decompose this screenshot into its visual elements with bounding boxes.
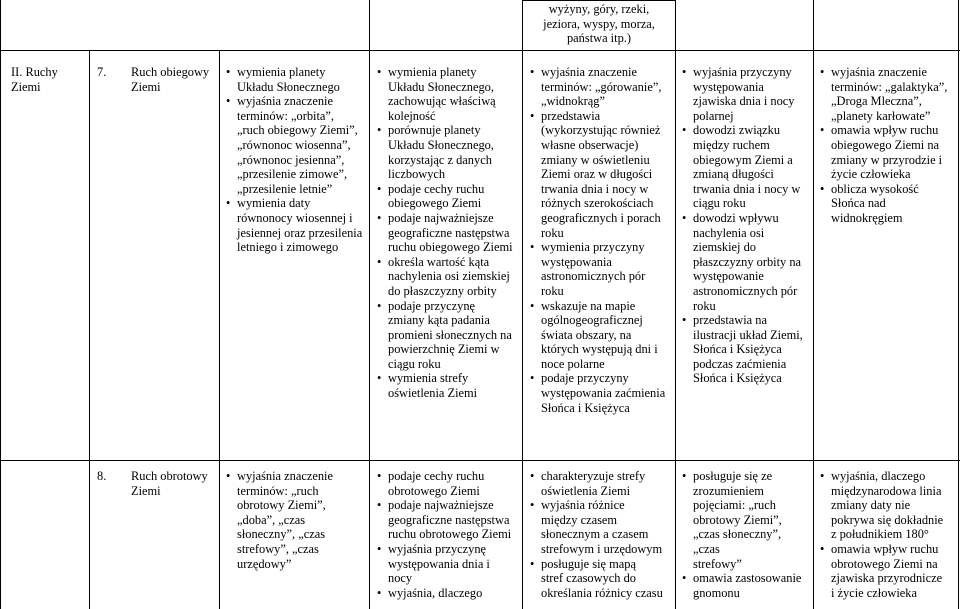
text-line: zjawiska dnia i nocy (693, 94, 795, 109)
requirements-col-2 (376, 65, 521, 401)
text-line: • porównuje planety (388, 123, 481, 138)
requirement-item (376, 123, 521, 181)
requirements-col-4 (681, 65, 812, 386)
text-line: • wyjaśnia znaczenie (831, 65, 927, 79)
text-line: z południkiem 180° (831, 527, 929, 542)
requirements-col-5 (819, 65, 957, 226)
grid-line (813, 0, 814, 609)
text-line: Słońca nad (831, 196, 886, 211)
text-line: • przedstawia na (693, 313, 767, 328)
text-line: i życie człowieka (831, 585, 917, 600)
text-line: • wyjaśnia znaczenie (237, 94, 333, 109)
text-line: obiegowego Ziemi na (831, 137, 940, 152)
text-line: słonecznym a czasem (541, 527, 649, 542)
requirements-col-2 (376, 469, 521, 600)
grid-line (522, 0, 523, 609)
text-line: własne obserwacje) (541, 137, 639, 152)
text-line: • podaje cechy ruchu (388, 181, 485, 196)
text-line: • wyjaśnia znaczenie (541, 65, 637, 79)
text-line: państwa itp.) (566, 31, 631, 46)
text-line: terminów: „orbita”, (237, 108, 335, 123)
text-line: widnokręgiem (831, 210, 903, 225)
requirement-item (529, 109, 674, 240)
text-line: nachylenia osi (693, 225, 765, 240)
text-line: • wyjaśnia przyczynę (388, 541, 487, 556)
text-line: ruchu obiegowego Ziemi (388, 240, 513, 255)
text-line: „Droga Mleczna”, (831, 94, 922, 109)
text-line: ziemskiej do (693, 240, 756, 255)
text-line: • charakteryzuje strefy (541, 469, 646, 483)
text-line: • wyjaśnia, dlaczego (388, 585, 483, 600)
text-line: powierzchnię Ziemi w (388, 342, 500, 357)
text-line: określania różnicy czasu (541, 585, 663, 600)
text-line: geograficznych i porach (541, 210, 661, 225)
text-line: ilustracji układ Ziemi, (693, 327, 803, 342)
grid-line (0, 50, 960, 51)
text-line: „przesilenie letnie” (237, 181, 333, 196)
text-line: (wykorzystując również (541, 123, 661, 138)
text-line: Ruch obiegowy (131, 65, 210, 79)
text-line: zmiany kąta padania (388, 313, 490, 328)
grid-line (89, 50, 90, 609)
requirement-item (376, 211, 521, 255)
requirement-item (376, 299, 521, 372)
grid-line (522, 0, 675, 1)
text-line: zmiany w oświetleniu (541, 152, 650, 167)
text-line: Ziemi (131, 483, 161, 498)
text-line: • omawia wpływ ruchu (831, 123, 939, 138)
text-line: astronomicznych pór (541, 269, 646, 284)
requirement-item (225, 469, 367, 571)
text-line: strefowy” (693, 556, 742, 571)
text-line: astronomicznych pór (693, 283, 798, 298)
text-line: ogólnogeograficznej (541, 313, 643, 328)
text-line: nocy (388, 571, 413, 586)
text-line: występowania zaćmienia (541, 386, 666, 401)
text-line: polarnej (693, 108, 734, 123)
requirements-col-4 (681, 469, 812, 600)
text-line: występowania dnia i (388, 556, 490, 571)
grid-line (0, 460, 960, 461)
text-line: liczbowych (388, 167, 446, 182)
requirement-item (681, 313, 812, 386)
text-line: • wymienia daty (237, 196, 311, 211)
text-line: wyżyny, góry, rzeki, (548, 2, 650, 16)
text-line: zmianą długości (693, 167, 774, 182)
text-line: • podaje przyczynę (388, 298, 476, 313)
requirements-col-1 (225, 469, 367, 571)
text-line: strefowy”, „czas (237, 541, 319, 556)
text-line: ruchu obrotowego Ziemi (388, 527, 512, 542)
text-line: obrotowy Ziemi”, (693, 512, 782, 527)
text-line: zmiany daty nie (831, 498, 911, 513)
text-line: • omawia zastosowanie (693, 571, 802, 586)
text-line: terminów: „górowanie”, (541, 79, 662, 94)
text-line: pokrywa się dokładnie (831, 512, 944, 527)
text-line: • oblicza wysokość (831, 181, 919, 196)
requirement-item (376, 182, 521, 211)
text-line: • określa wartość kąta (388, 254, 490, 269)
text-line: • wyjaśnia znaczenie (237, 469, 333, 483)
requirement-item (376, 586, 521, 601)
requirement-item (681, 65, 812, 123)
text-line: letniego i zimowego (237, 240, 339, 255)
requirement-item (681, 571, 812, 600)
text-line: pojęciami: „ruch (693, 498, 776, 513)
text-line: obrotowego Ziemi (388, 483, 480, 498)
requirement-item (819, 542, 957, 600)
requirement-item (376, 542, 521, 586)
requirement-item (529, 469, 674, 498)
text-line: zmiany w przyrodzie i (831, 152, 943, 167)
text-line: obiegowego Ziemi (388, 196, 482, 211)
text-line: geograficzne następstwa (388, 225, 510, 240)
text-line: Układu Słonecznego (237, 79, 340, 94)
requirement-item (225, 65, 367, 94)
text-line: występowanie (693, 269, 764, 284)
text-line: „przesilenie zimowe”, (237, 167, 348, 182)
text-line: jesiennej oraz przesilenia (237, 225, 363, 240)
requirement-item (529, 371, 674, 415)
grid-line (369, 0, 370, 609)
requirement-item (529, 299, 674, 372)
requirement-item (376, 65, 521, 123)
text-line: występowania (541, 254, 612, 269)
requirement-item (529, 65, 674, 109)
text-line: • dowodzi związku (693, 123, 781, 138)
text-line: II. Ruchy (11, 65, 58, 79)
text-line: „równonoc wiosenna”, (237, 137, 351, 152)
text-line: trwania dnia i nocy w (541, 181, 649, 196)
text-line: korzystając z danych (388, 152, 492, 167)
text-line: „ruch obiegowy Ziemi”, (237, 123, 358, 138)
text-line: • wymienia planety (388, 65, 477, 79)
text-line: „widnokrąg” (541, 94, 605, 109)
text-line: płaszczyzny orbity na (693, 254, 802, 269)
text-line: oświetlenia Ziemi (388, 386, 478, 401)
text-line: obrotowy Ziemi”, (237, 498, 326, 513)
text-line: • wymienia przyczyny (541, 240, 645, 255)
requirement-item (819, 65, 957, 123)
text-line: Układu Słonecznego, (388, 79, 494, 94)
text-line: występowania (693, 79, 764, 94)
text-line: • podaje cechy ruchu (388, 469, 485, 483)
requirement-item (376, 371, 521, 400)
text-line: między czasem (541, 512, 618, 527)
requirement-item (225, 94, 367, 196)
requirements-col-1 (225, 65, 367, 255)
text-line: obrotowego Ziemi na (831, 556, 938, 571)
text-line: noce polarne (541, 356, 605, 371)
text-line: • posługuje się mapą (541, 556, 636, 571)
requirement-item (681, 469, 812, 571)
text-line: Słońca i Księżyca (541, 400, 630, 415)
requirement-item (529, 498, 674, 556)
text-line: między ruchem (693, 137, 770, 152)
text-line: Ruch obrotowy (131, 469, 208, 483)
text-line: • omawia wpływ ruchu (831, 541, 939, 556)
text-line: świata obszary, na (541, 327, 632, 342)
text-line: • wyjaśnia przyczyny (693, 65, 792, 79)
row-number: 8. (97, 469, 107, 483)
requirement-item (681, 211, 812, 313)
text-line: Układu Słonecznego, (388, 137, 494, 152)
grid-line (219, 50, 220, 609)
text-line: zjawiska przyrodnicze (831, 571, 943, 586)
text-line: ciągu roku (388, 356, 441, 371)
requirement-item (376, 469, 521, 498)
text-line: stref czasowych do (541, 571, 636, 586)
text-line: roku (541, 283, 564, 298)
text-line: Słońca i Księżyca (693, 371, 782, 386)
text-line: do płaszczyzny orbity (388, 283, 497, 298)
text-line: • wymienia planety (237, 65, 326, 79)
requirement-item (376, 498, 521, 542)
grid-line (0, 0, 1, 609)
text-line: • dowodzi wpływu (693, 210, 779, 225)
grid-line (958, 0, 959, 609)
text-line: • wyjaśnia różnice (541, 498, 625, 513)
text-line: roku (541, 225, 564, 240)
text-line: • podaje najważniejsze (388, 210, 494, 225)
requirement-item (376, 255, 521, 299)
text-line: „równonoc jesienna”, (237, 152, 345, 167)
requirements-col-3 (529, 469, 674, 600)
text-line: Ziemi (11, 79, 41, 94)
requirement-item (529, 557, 674, 601)
text-line: zrozumieniem (693, 483, 764, 498)
topic-cell (131, 469, 219, 498)
text-line: terminów: „galaktyka”, (831, 79, 948, 94)
text-line: międzynarodowa linia (831, 483, 942, 498)
requirement-item (819, 469, 957, 542)
text-line: gnomonu (693, 585, 740, 600)
text-line: • podaje najważniejsze (388, 498, 494, 513)
requirement-item (681, 123, 812, 211)
text-line: słoneczny”, „czas (237, 527, 326, 542)
requirement-item (819, 123, 957, 181)
text-line: różnych szerokościach (541, 196, 654, 211)
requirements-col-3 (529, 65, 674, 415)
text-line: roku (693, 298, 716, 313)
text-line: geograficzne następstwa (388, 512, 510, 527)
text-line: promieni słonecznych na (388, 327, 512, 342)
text-line: „doba”, „czas (237, 512, 306, 527)
text-line: „planety karłowate” (831, 108, 931, 123)
requirement-item (529, 240, 674, 298)
text-line: jeziora, wyspy, morza, (543, 16, 655, 31)
requirement-item (819, 182, 957, 226)
text-line: Słońca i Księżyca (693, 342, 782, 357)
topic-cell (131, 65, 219, 94)
text-line: których występują dni i (541, 342, 658, 357)
text-line: „czas (693, 541, 720, 556)
text-line: urzędowy” (237, 556, 292, 571)
text-line: Ziemi oraz w długości (541, 167, 653, 182)
text-line: terminów: „ruch (237, 483, 319, 498)
row-number: 7. (97, 65, 107, 79)
text-line: • przedstawia (541, 108, 601, 123)
text-line: • wymienia strefy (388, 371, 469, 386)
text-line: • wskazuje na mapie (541, 298, 636, 313)
text-line: • posługuje się ze (693, 469, 773, 483)
requirement-item (225, 196, 367, 254)
top-remainder-cell (523, 2, 675, 46)
text-line: zachowując właściwą (388, 94, 496, 109)
text-line: „czas słoneczny”, (693, 527, 782, 542)
section-label (11, 65, 86, 94)
text-line: strefowym i urzędowym (541, 541, 663, 556)
requirements-col-5 (819, 469, 957, 600)
text-line: Ziemi (131, 79, 161, 94)
text-line: podczas zaćmienia (693, 356, 787, 371)
text-line: równonocy wiosennej i (237, 210, 353, 225)
grid-line (675, 0, 676, 609)
text-line: • wyjaśnia, dlaczego (831, 469, 926, 483)
text-line: nachylenia osi ziemskiej (388, 269, 510, 284)
text-line: • podaje przyczyny (541, 371, 629, 386)
text-line: oświetlenia Ziemi (541, 483, 631, 498)
text-line: ciągu roku (693, 196, 746, 211)
text-line: obiegowym Ziemi a (693, 152, 793, 167)
text-line: kolejność (388, 108, 436, 123)
text-line: trwania dnia i nocy w (693, 181, 801, 196)
text-line: życie człowieka (831, 167, 911, 182)
